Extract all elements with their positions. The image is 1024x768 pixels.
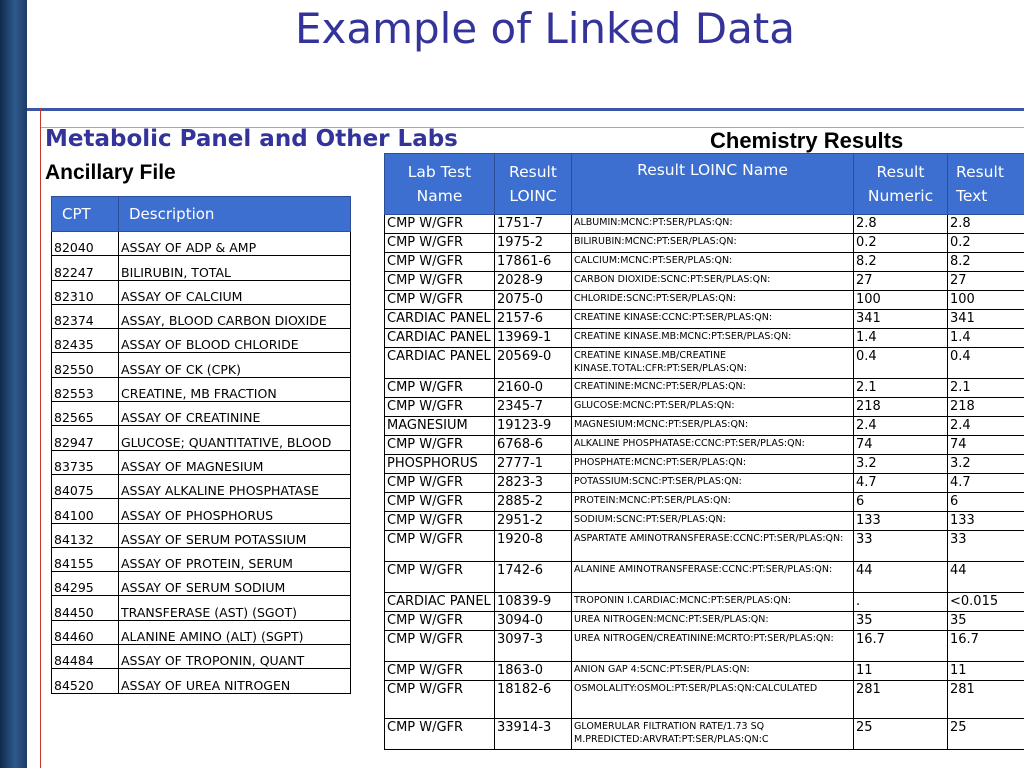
result-numeric-cell: 6 bbox=[854, 493, 948, 512]
cpt-description-cell: ASSAY OF CALCIUM bbox=[119, 280, 351, 304]
result-loinc-cell: 2157-6 bbox=[495, 310, 572, 329]
result-numeric-cell: 25 bbox=[854, 719, 948, 750]
cpt-code-cell: 82947 bbox=[52, 426, 119, 450]
lab-test-name-cell: CMP W/GFR bbox=[385, 291, 495, 310]
loinc-name-cell: CARBON DIOXIDE:SCNC:PT:SER/PLAS:QN: bbox=[572, 272, 854, 291]
loinc-name-cell: GLOMERULAR FILTRATION RATE/1.73 SQ M.PREDICTED:ARVRAT:PT:SER/PLAS:QN:C bbox=[572, 719, 854, 750]
result-text-cell: 0.2 bbox=[948, 234, 1024, 253]
result-text-cell: 35 bbox=[948, 612, 1024, 631]
cpt-table-row bbox=[52, 474, 351, 498]
results-table-row bbox=[385, 291, 1024, 310]
cpt-code-cell: 84075 bbox=[52, 474, 119, 498]
slide-sidebar-bar bbox=[0, 0, 27, 768]
result-numeric-cell: 133 bbox=[854, 512, 948, 531]
results-table-row bbox=[385, 329, 1024, 348]
result-loinc-cell: 2028-9 bbox=[495, 272, 572, 291]
result-numeric-cell: 8.2 bbox=[854, 253, 948, 272]
cpt-table-row bbox=[52, 280, 351, 304]
loinc-name-cell: ALKALINE PHOSPHATASE:CCNC:PT:SER/PLAS:QN: bbox=[572, 436, 854, 455]
cpt-code-cell: 82247 bbox=[52, 256, 119, 280]
result-numeric-cell: 11 bbox=[854, 662, 948, 681]
loinc-name-cell: CALCIUM:MCNC:PT:SER/PLAS:QN: bbox=[572, 253, 854, 272]
result-text-cell: 281 bbox=[948, 681, 1024, 719]
result-loinc-cell: 1751-7 bbox=[495, 215, 572, 234]
cpt-description-cell: ASSAY ALKALINE PHOSPHATASE bbox=[119, 474, 351, 498]
lab-test-name-cell: CMP W/GFR bbox=[385, 681, 495, 719]
result-text-cell: 2.4 bbox=[948, 417, 1024, 436]
cpt-code-cell: 82040 bbox=[52, 232, 119, 256]
cpt-description-cell: BILIRUBIN, TOTAL bbox=[119, 256, 351, 280]
lab-test-name-cell: CMP W/GFR bbox=[385, 398, 495, 417]
cpt-table-row bbox=[52, 402, 351, 426]
result-numeric-cell: 2.1 bbox=[854, 379, 948, 398]
result-text-cell: 1.4 bbox=[948, 329, 1024, 348]
lab-test-name-cell: CMP W/GFR bbox=[385, 272, 495, 291]
result-loinc-cell: 1920-8 bbox=[495, 531, 572, 562]
loinc-name-cell: UREA NITROGEN:MCNC:PT:SER/PLAS:QN: bbox=[572, 612, 854, 631]
lab-test-name-cell: CMP W/GFR bbox=[385, 253, 495, 272]
loinc-name-cell: BILIRUBIN:MCNC:PT:SER/PLAS:QN: bbox=[572, 234, 854, 253]
result-loinc-cell: 19123-9 bbox=[495, 417, 572, 436]
result-numeric-cell: 33 bbox=[854, 531, 948, 562]
cpt-header-row bbox=[52, 197, 351, 232]
cpt-table-row bbox=[52, 353, 351, 377]
cpt-table-row bbox=[52, 572, 351, 596]
cpt-code-cell: 84155 bbox=[52, 547, 119, 571]
results-table-body bbox=[385, 215, 1024, 750]
results-table-row bbox=[385, 474, 1024, 493]
slide-title: Example of Linked Data bbox=[294, 4, 796, 53]
result-loinc-cell: 17861-6 bbox=[495, 253, 572, 272]
cpt-code-cell: 82310 bbox=[52, 280, 119, 304]
results-table-row bbox=[385, 215, 1024, 234]
cpt-description-cell: ASSAY OF PHOSPHORUS bbox=[119, 499, 351, 523]
lab-test-name-cell: CMP W/GFR bbox=[385, 562, 495, 593]
result-text-cell: 16.7 bbox=[948, 631, 1024, 662]
results-table-row bbox=[385, 719, 1024, 750]
lab-test-name-cell: MAGNESIUM bbox=[385, 417, 495, 436]
result-loinc-cell: 3097-3 bbox=[495, 631, 572, 662]
results-table-row bbox=[385, 512, 1024, 531]
results-table-row bbox=[385, 593, 1024, 612]
result-loinc-cell: 2777-1 bbox=[495, 455, 572, 474]
loinc-name-cell: PROTEIN:MCNC:PT:SER/PLAS:QN: bbox=[572, 493, 854, 512]
result-loinc-cell: 33914-3 bbox=[495, 719, 572, 750]
result-numeric-cell: 4.7 bbox=[854, 474, 948, 493]
lab-test-name-cell: CARDIAC PANEL bbox=[385, 310, 495, 329]
result-loinc-cell: 3094-0 bbox=[495, 612, 572, 631]
cpt-table-row bbox=[52, 620, 351, 644]
margin-line bbox=[40, 108, 41, 768]
result-numeric-cell: 2.4 bbox=[854, 417, 948, 436]
results-table-row bbox=[385, 493, 1024, 512]
loinc-name-cell: SODIUM:SCNC:PT:SER/PLAS:QN: bbox=[572, 512, 854, 531]
cpt-description-cell: ASSAY OF UREA NITROGEN bbox=[119, 669, 351, 693]
cpt-description-cell: ASSAY, BLOOD CARBON DIOXIDE bbox=[119, 304, 351, 328]
loinc-name-cell: ASPARTATE AMINOTRANSFERASE:CCNC:PT:SER/PLAS:QN: bbox=[572, 531, 854, 562]
results-table-row bbox=[385, 398, 1024, 417]
loinc-name-cell: CREATINE KINASE.MB:MCNC:PT:SER/PLAS:QN: bbox=[572, 329, 854, 348]
cpt-code-cell: 84520 bbox=[52, 669, 119, 693]
result-loinc-cell: 2823-3 bbox=[495, 474, 572, 493]
results-header-lab-test-name: Lab Test Name bbox=[385, 154, 495, 215]
cpt-code-cell: 84100 bbox=[52, 499, 119, 523]
chemistry-results-table bbox=[384, 153, 1024, 750]
cpt-table-row bbox=[52, 547, 351, 571]
result-loinc-cell: 13969-1 bbox=[495, 329, 572, 348]
loinc-name-cell: OSMOLALITY:OSMOL:PT:SER/PLAS:QN:CALCULATED bbox=[572, 681, 854, 719]
cpt-code-cell: 82553 bbox=[52, 377, 119, 401]
cpt-code-cell: 84460 bbox=[52, 620, 119, 644]
result-loinc-cell: 2075-0 bbox=[495, 291, 572, 310]
result-loinc-cell: 2160-0 bbox=[495, 379, 572, 398]
cpt-table-row bbox=[52, 669, 351, 693]
cpt-code-cell: 83735 bbox=[52, 450, 119, 474]
result-text-cell: 4.7 bbox=[948, 474, 1024, 493]
results-table-row bbox=[385, 348, 1024, 379]
loinc-name-cell: CREATINE KINASE.MB/CREATINE KINASE.TOTAL:CFR:PT:SER/PLAS:QN: bbox=[572, 348, 854, 379]
result-text-cell: 33 bbox=[948, 531, 1024, 562]
results-header-loinc-name: Result LOINC Name bbox=[572, 154, 854, 215]
lab-test-name-cell: CMP W/GFR bbox=[385, 531, 495, 562]
cpt-description-cell: CREATINE, MB FRACTION bbox=[119, 377, 351, 401]
results-table-row bbox=[385, 631, 1024, 662]
lab-test-name-cell: CMP W/GFR bbox=[385, 379, 495, 398]
results-header-result-loinc: Result LOINC bbox=[495, 154, 572, 215]
result-text-cell: 8.2 bbox=[948, 253, 1024, 272]
title-divider bbox=[27, 108, 1024, 111]
loinc-name-cell: GLUCOSE:MCNC:PT:SER/PLAS:QN: bbox=[572, 398, 854, 417]
cpt-header-description: Description bbox=[119, 197, 351, 232]
result-numeric-cell: 44 bbox=[854, 562, 948, 593]
cpt-description-cell: ASSAY OF PROTEIN, SERUM bbox=[119, 547, 351, 571]
results-table-row bbox=[385, 455, 1024, 474]
result-numeric-cell: 281 bbox=[854, 681, 948, 719]
loinc-name-cell: TROPONIN I.CARDIAC:MCNC:PT:SER/PLAS:QN: bbox=[572, 593, 854, 612]
loinc-name-cell: PHOSPHATE:MCNC:PT:SER/PLAS:QN: bbox=[572, 455, 854, 474]
cpt-table-row bbox=[52, 596, 351, 620]
loinc-name-cell: ALANINE AMINOTRANSFERASE:CCNC:PT:SER/PLAS:QN: bbox=[572, 562, 854, 593]
result-numeric-cell: . bbox=[854, 593, 948, 612]
cpt-code-cell: 84295 bbox=[52, 572, 119, 596]
result-numeric-cell: 35 bbox=[854, 612, 948, 631]
result-numeric-cell: 0.4 bbox=[854, 348, 948, 379]
result-text-cell: 2.8 bbox=[948, 215, 1024, 234]
lab-test-name-cell: CMP W/GFR bbox=[385, 662, 495, 681]
result-loinc-cell: 1975-2 bbox=[495, 234, 572, 253]
result-loinc-cell: 2951-2 bbox=[495, 512, 572, 531]
result-loinc-cell: 18182-6 bbox=[495, 681, 572, 719]
cpt-code-cell: 84450 bbox=[52, 596, 119, 620]
result-text-cell: 27 bbox=[948, 272, 1024, 291]
cpt-table bbox=[51, 196, 351, 694]
loinc-name-cell: ANION GAP 4:SCNC:PT:SER/PLAS:QN: bbox=[572, 662, 854, 681]
cpt-table-body bbox=[52, 232, 351, 694]
result-text-cell: 100 bbox=[948, 291, 1024, 310]
cpt-code-cell: 84484 bbox=[52, 645, 119, 669]
cpt-code-cell: 82435 bbox=[52, 329, 119, 353]
results-table-row bbox=[385, 253, 1024, 272]
cpt-table-row bbox=[52, 232, 351, 256]
result-numeric-cell: 341 bbox=[854, 310, 948, 329]
result-text-cell: 218 bbox=[948, 398, 1024, 417]
results-table-row bbox=[385, 436, 1024, 455]
cpt-description-cell: ASSAY OF MAGNESIUM bbox=[119, 450, 351, 474]
cpt-code-cell: 82374 bbox=[52, 304, 119, 328]
result-text-cell: 0.4 bbox=[948, 348, 1024, 379]
cpt-description-cell: ALANINE AMINO (ALT) (SGPT) bbox=[119, 620, 351, 644]
result-text-cell: 44 bbox=[948, 562, 1024, 593]
lab-test-name-cell: CMP W/GFR bbox=[385, 474, 495, 493]
chemistry-results-label: Chemistry Results bbox=[710, 128, 904, 153]
results-table-row bbox=[385, 531, 1024, 562]
cpt-table-row bbox=[52, 304, 351, 328]
results-header-result-text: Result Text bbox=[948, 154, 1024, 215]
result-loinc-cell: 1742-6 bbox=[495, 562, 572, 593]
results-table-row bbox=[385, 681, 1024, 719]
result-text-cell: 74 bbox=[948, 436, 1024, 455]
cpt-table-row bbox=[52, 645, 351, 669]
loinc-name-cell: POTASSIUM:SCNC:PT:SER/PLAS:QN: bbox=[572, 474, 854, 493]
results-table-row bbox=[385, 662, 1024, 681]
loinc-name-cell: CREATINE KINASE:CCNC:PT:SER/PLAS:QN: bbox=[572, 310, 854, 329]
result-numeric-cell: 2.8 bbox=[854, 215, 948, 234]
results-table-row bbox=[385, 612, 1024, 631]
result-loinc-cell: 2885-2 bbox=[495, 493, 572, 512]
results-table-row bbox=[385, 379, 1024, 398]
lab-test-name-cell: CARDIAC PANEL bbox=[385, 348, 495, 379]
lab-test-name-cell: CMP W/GFR bbox=[385, 493, 495, 512]
result-text-cell: 11 bbox=[948, 662, 1024, 681]
lab-test-name-cell: CARDIAC PANEL bbox=[385, 329, 495, 348]
lab-test-name-cell: CMP W/GFR bbox=[385, 436, 495, 455]
result-loinc-cell: 1863-0 bbox=[495, 662, 572, 681]
result-text-cell: 133 bbox=[948, 512, 1024, 531]
cpt-description-cell: ASSAY OF CREATININE bbox=[119, 402, 351, 426]
cpt-code-cell: 82550 bbox=[52, 353, 119, 377]
result-loinc-cell: 10839-9 bbox=[495, 593, 572, 612]
loinc-name-cell: CHLORIDE:SCNC:PT:SER/PLAS:QN: bbox=[572, 291, 854, 310]
cpt-description-cell: TRANSFERASE (AST) (SGOT) bbox=[119, 596, 351, 620]
slide-subtitle: Metabolic Panel and Other Labs bbox=[45, 126, 458, 152]
loinc-name-cell: MAGNESIUM:MCNC:PT:SER/PLAS:QN: bbox=[572, 417, 854, 436]
result-numeric-cell: 27 bbox=[854, 272, 948, 291]
results-table-row bbox=[385, 272, 1024, 291]
result-loinc-cell: 2345-7 bbox=[495, 398, 572, 417]
result-text-cell: 3.2 bbox=[948, 455, 1024, 474]
cpt-description-cell: ASSAY OF BLOOD CHLORIDE bbox=[119, 329, 351, 353]
result-numeric-cell: 16.7 bbox=[854, 631, 948, 662]
cpt-table-row bbox=[52, 329, 351, 353]
loinc-name-cell: ALBUMIN:MCNC:PT:SER/PLAS:QN: bbox=[572, 215, 854, 234]
result-numeric-cell: 218 bbox=[854, 398, 948, 417]
loinc-name-cell: UREA NITROGEN/CREATININE:MCRTO:PT:SER/PLAS:QN: bbox=[572, 631, 854, 662]
result-loinc-cell: 20569-0 bbox=[495, 348, 572, 379]
result-numeric-cell: 100 bbox=[854, 291, 948, 310]
cpt-description-cell: ASSAY OF ADP & AMP bbox=[119, 232, 351, 256]
cpt-description-cell: ASSAY OF CK (CPK) bbox=[119, 353, 351, 377]
lab-test-name-cell: CMP W/GFR bbox=[385, 631, 495, 662]
cpt-table-row bbox=[52, 256, 351, 280]
result-text-cell: 6 bbox=[948, 493, 1024, 512]
result-text-cell: 2.1 bbox=[948, 379, 1024, 398]
cpt-table-row bbox=[52, 523, 351, 547]
results-table-row bbox=[385, 562, 1024, 593]
cpt-description-cell: GLUCOSE; QUANTITATIVE, BLOOD bbox=[119, 426, 351, 450]
cpt-header-code: CPT bbox=[52, 197, 119, 232]
cpt-table-row bbox=[52, 377, 351, 401]
cpt-table-row bbox=[52, 426, 351, 450]
cpt-code-cell: 82565 bbox=[52, 402, 119, 426]
results-table-row bbox=[385, 310, 1024, 329]
cpt-code-cell: 84132 bbox=[52, 523, 119, 547]
result-numeric-cell: 3.2 bbox=[854, 455, 948, 474]
loinc-name-cell: CREATININE:MCNC:PT:SER/PLAS:QN: bbox=[572, 379, 854, 398]
ancillary-file-label: Ancillary File bbox=[45, 161, 176, 184]
lab-test-name-cell: CMP W/GFR bbox=[385, 719, 495, 750]
result-numeric-cell: 0.2 bbox=[854, 234, 948, 253]
result-text-cell: 25 bbox=[948, 719, 1024, 750]
cpt-table-row bbox=[52, 450, 351, 474]
lab-test-name-cell: PHOSPHORUS bbox=[385, 455, 495, 474]
cpt-table-row bbox=[52, 499, 351, 523]
cpt-description-cell: ASSAY OF SERUM SODIUM bbox=[119, 572, 351, 596]
result-numeric-cell: 74 bbox=[854, 436, 948, 455]
results-header-row bbox=[385, 154, 1024, 215]
cpt-description-cell: ASSAY OF SERUM POTASSIUM bbox=[119, 523, 351, 547]
results-header-result-numeric: Result Numeric bbox=[854, 154, 948, 215]
result-numeric-cell: 1.4 bbox=[854, 329, 948, 348]
lab-test-name-cell: CMP W/GFR bbox=[385, 215, 495, 234]
results-table-row bbox=[385, 417, 1024, 436]
lab-test-name-cell: CARDIAC PANEL bbox=[385, 593, 495, 612]
results-table-row bbox=[385, 234, 1024, 253]
result-loinc-cell: 6768-6 bbox=[495, 436, 572, 455]
cpt-description-cell: ASSAY OF TROPONIN, QUANT bbox=[119, 645, 351, 669]
lab-test-name-cell: CMP W/GFR bbox=[385, 612, 495, 631]
lab-test-name-cell: CMP W/GFR bbox=[385, 234, 495, 253]
lab-test-name-cell: CMP W/GFR bbox=[385, 512, 495, 531]
result-text-cell: <0.015 bbox=[948, 593, 1024, 612]
result-text-cell: 341 bbox=[948, 310, 1024, 329]
